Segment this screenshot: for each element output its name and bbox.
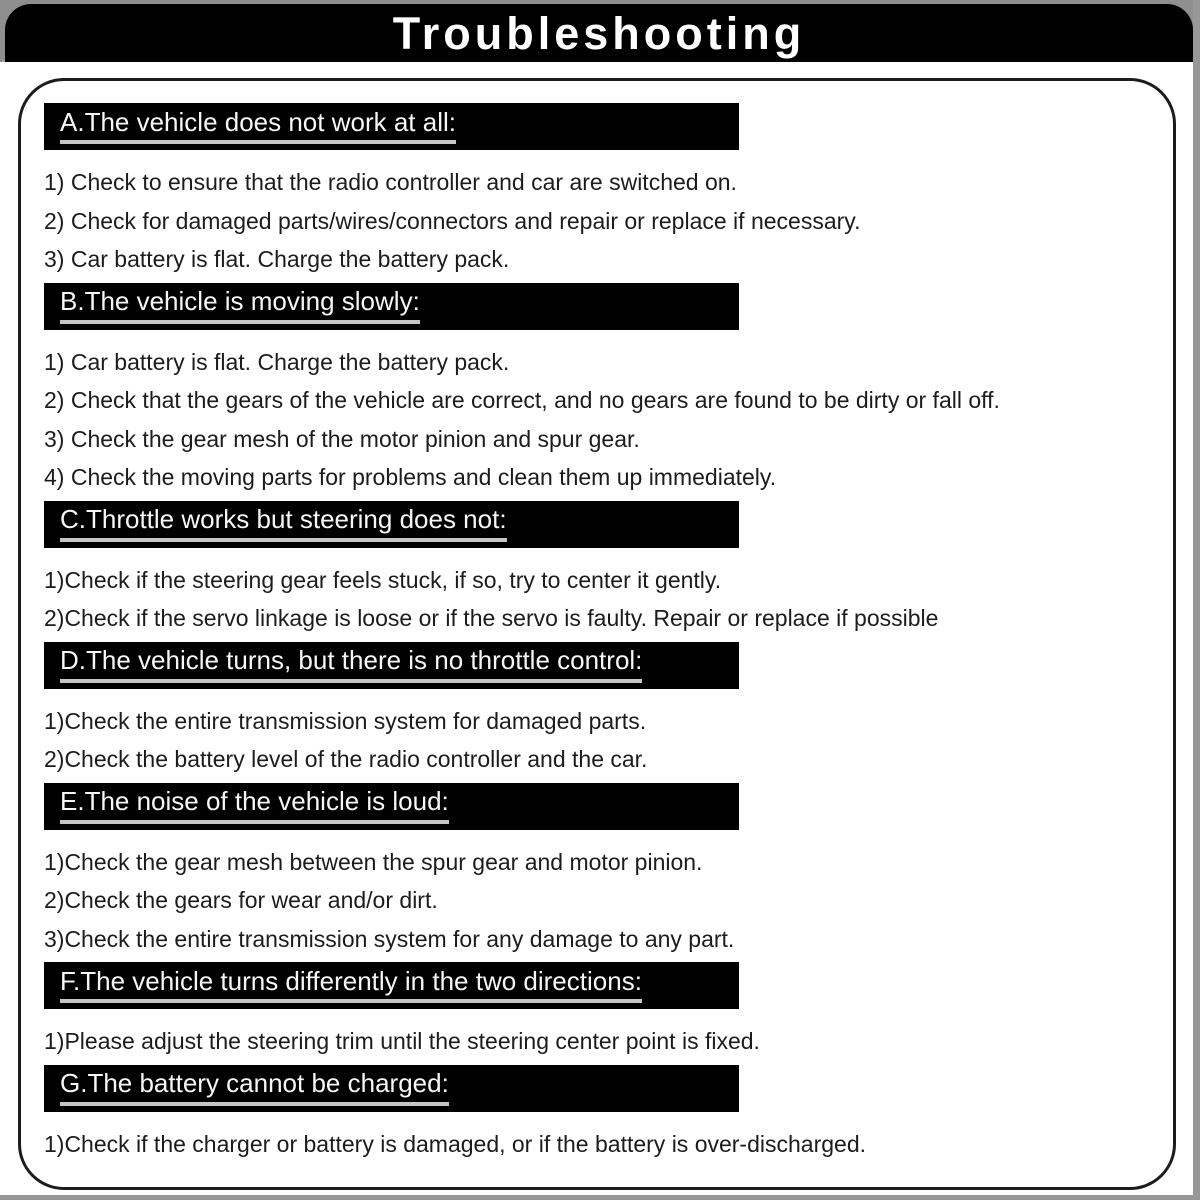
list-item: 3) Check the gear mesh of the motor pinion and spur gear. [44,425,640,452]
section-heading: F.The vehicle turns differently in the two directions: [60,968,642,1003]
list-item: 1)Check if the steering gear feels stuck, if so, try to center it gently. [44,566,722,593]
list-item: 4) Check the moving parts for problems and clean them up immediately. [44,464,777,490]
section-e [44,783,1157,959]
section-heading: A.The vehicle does not work at all: [60,109,456,144]
section-heading-bar [44,283,739,330]
troubleshooting-frame [18,78,1176,1190]
list-item: 3) Car battery is flat. Charge the battery pack. [44,246,510,272]
section-heading-bar [44,501,739,548]
section-heading-bar [44,103,739,150]
list-item: 2)Check if the servo linkage is loose or if the servo is faulty. Repair or replace if possible [44,605,939,631]
section-heading: G.The battery cannot be charged: [60,1070,449,1105]
scan-edge-bottom [0,1195,1200,1200]
page-title: Troubleshooting [392,8,806,59]
section-heading-bar [44,1065,739,1112]
section-f [44,962,1157,1061]
list-item: 2) Check for damaged parts/wires/connectors and repair or replace if necessary. [44,207,861,234]
section-heading: D.The vehicle turns, but there is no throttle control: [60,647,642,682]
list-item: 1)Check if the charger or battery is damaged, or if the battery is over-discharged. [44,1130,867,1157]
section-a [44,103,1157,279]
list-item: 2) Check that the gears of the vehicle are correct, and no gears are found to be dirty or fall off. [44,387,1000,413]
list-item: 1)Check the gear mesh between the spur gear and motor pinion. [44,848,703,875]
section-g [44,1065,1157,1164]
section-heading: B.The vehicle is moving slowly: [60,288,420,323]
list-item: 1) Car battery is flat. Charge the battery pack. [44,348,510,375]
section-d [44,642,1157,779]
scan-edge-right [1193,0,1200,1200]
section-b [44,283,1157,497]
section-heading-bar [44,642,739,689]
section-heading-bar [44,783,739,830]
list-item: 1)Check the entire transmission system for damaged parts. [44,707,647,734]
list-item: 2)Check the battery level of the radio controller and the car. [44,746,648,772]
list-item: 3)Check the entire transmission system for any damage to any part. [44,925,735,952]
section-heading: C.Throttle works but steering does not: [60,506,507,541]
page-title-banner [5,4,1193,62]
section-c [44,501,1157,638]
section-heading-bar [44,962,739,1009]
list-item: 2)Check the gears for wear and/or dirt. [44,887,438,913]
section-heading: E.The noise of the vehicle is loud: [60,788,449,823]
list-item: 1)Please adjust the steering trim until the steering center point is fixed. [44,1028,760,1054]
list-item: 1) Check to ensure that the radio controller and car are switched on. [44,169,737,195]
